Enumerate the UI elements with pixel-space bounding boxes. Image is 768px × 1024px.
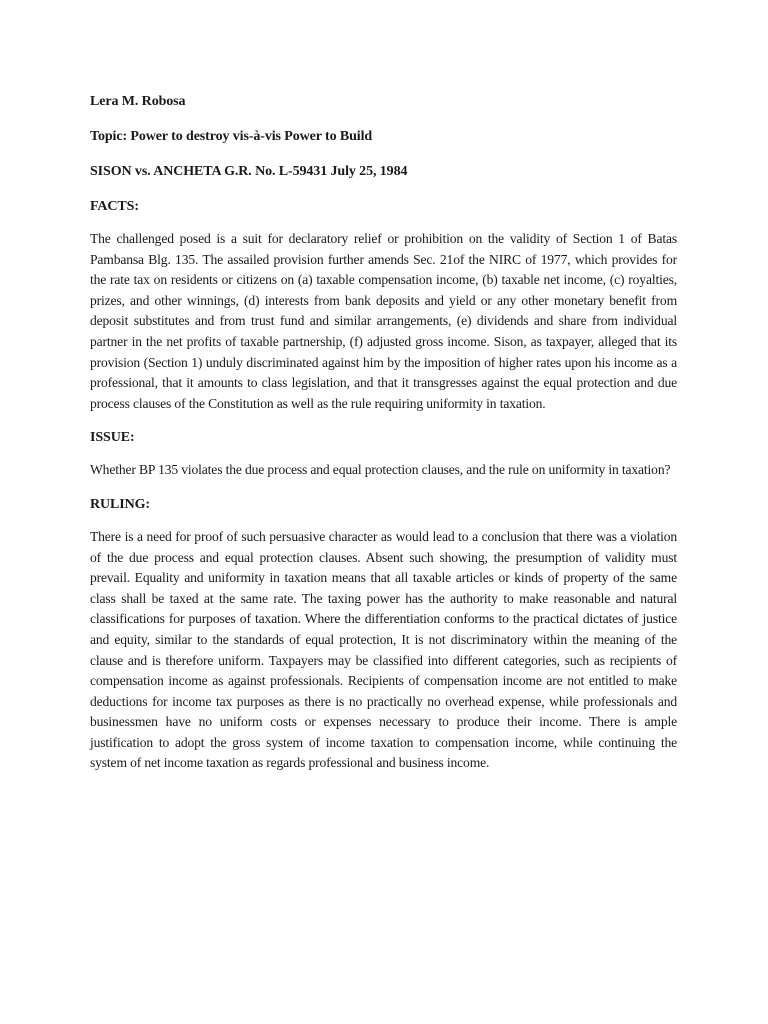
- topic-line: Topic: Power to destroy vis-à-vis Power to Build: [90, 129, 373, 144]
- facts-heading: FACTS:: [90, 199, 139, 214]
- author-name: Lera M. Robosa: [90, 94, 186, 109]
- document-page: [90, 92, 677, 788]
- ruling-heading: RULING:: [90, 496, 150, 512]
- issue-body: Whether BP 135 violates the due process and equal protection clauses, and the rule on uniformity in taxation?: [90, 462, 671, 478]
- issue-heading: ISSUE:: [90, 430, 135, 446]
- facts-body: The challenged posed is a suit for declaratory relief or prohibition on the validity of Section 1 of Batas Pambansa Blg. 135. The assailed provision further amends Sec. 21of the NIRC of 1977, which provides for the rate tax on residents or citizens on (a) taxable compensation income, (b) taxable net income, (c) royalties, prizes, and other winnings, (d) interests from bank deposits and yield or any other monetary benefit from deposit substitutes and from trust fund and similar arrangements, (e) dividends and share from individual partner in the net profits of taxable partnership, (f) adjusted gross income. Sison, as taxpayer, alleged that its provision (Section 1) unduly discriminated against him by the imposition of higher rates upon his income as a professional, that it amounts to class legislation, and that it transgresses against the equal protection and due process clauses of the Constitution as well as the rule requiring uniformity in taxation.: [90, 231, 677, 411]
- ruling-body: There is a need for proof of such persuasive character as would lead to a conclusion that there was a violation of the due process and equal protection clauses. Absent such showing, the presumption of validity must prevail. Equality and uniformity in taxation means that all taxable articles or kinds of property of the same class shall be taxed at the same rate. The taxing power has the authority to make reasonable and natural classifications for purposes of taxation. Where the differentiation conforms to the practical dictates of justice and equity, similar to the standards of equal protection, It is not discriminatory within the meaning of the clause and is therefore uniform. Taxpayers may be classified into different categories, such as recipients of compensation income as against professionals. Recipients of compensation income are not entitled to make deductions for income tax purposes as there is no practically no overhead expense, while professionals and businessmen have no uniform costs or expenses necessary to produce their income. There is ample justification to adopt the gross system of income taxation to compensation income, while continuing the system of net income taxation as regards professional and business income.: [90, 528, 677, 771]
- case-title: SISON vs. ANCHETA G.R. No. L-59431 July 25, 1984: [90, 164, 408, 179]
